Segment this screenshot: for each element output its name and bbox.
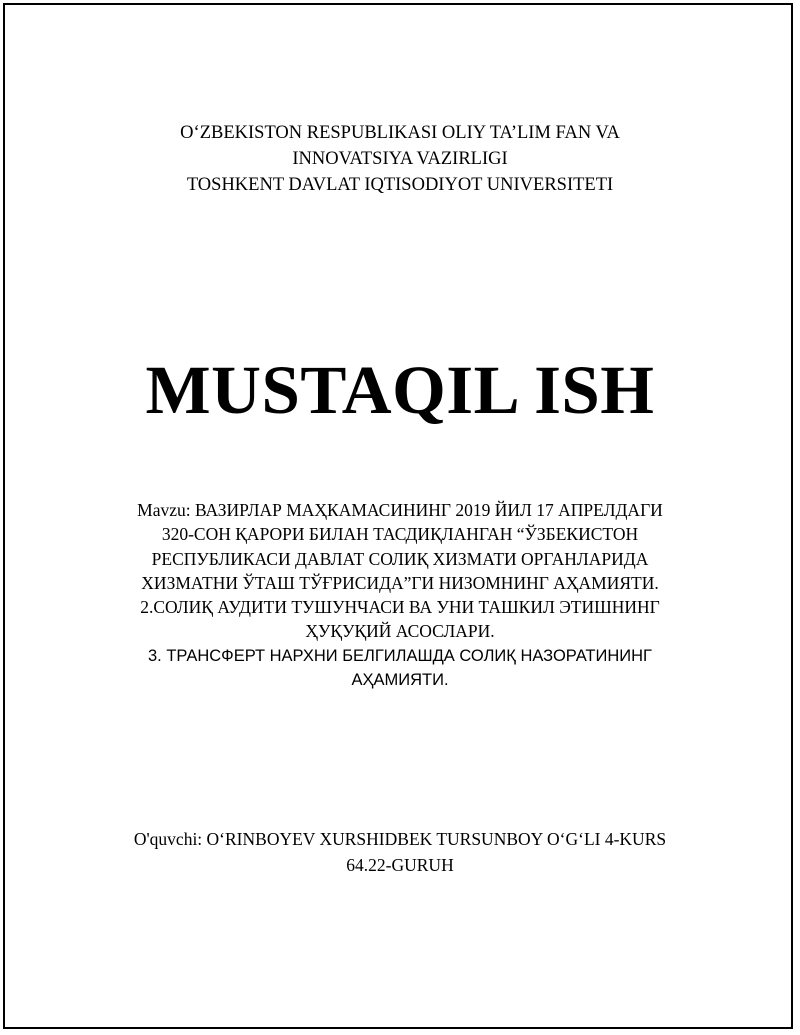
student-line-1: O'quvchi: O‘RINBOYEV XURSHIDBEK TURSUNBOY O‘G‘LI 4-KURS [133,829,667,849]
topic-line-6: ҲУҚУҚИЙ АСОСЛАРИ. [305,621,495,642]
topic-line-8: АҲАМИЯТИ. [351,671,449,690]
header-line-3: TOSHKENT DAVLAT IQTISODIYOT UNIVERSITETI [186,175,614,195]
topic-line-2: 320-СОН ҚАРОРИ БИЛАН ТАСДИҚЛАНГАН “ЎЗБЕКИСТОН [161,524,639,545]
topic-line-3: РЕСПУБЛИКАСИ ДАВЛАТ СОЛИҚ ХИЗМАТИ ОРГАНЛАРИДА [151,548,649,569]
header-line-2: INNOVATSIYA VAZIRLIGI [292,149,508,169]
topic-line-5: 2.СОЛИҚ АУДИТИ ТУШУНЧАСИ ВА УНИ ТАШКИЛ ЭТИШНИНГ [140,597,660,618]
header-line-1: O‘ZBEKISTON RESPUBLIKASI OLIY TA’LIM FAN VA [180,123,620,143]
document-title: MUSTAQIL ISH [145,352,655,428]
topic-line-7: 3. ТРАНСФЕРТ НАРХНИ БЕЛГИЛАШДА СОЛИҚ НАЗОРАТИНИНГ [148,646,652,665]
institution-header [0,120,800,198]
topic-block [0,498,800,692]
topic-line-4: ХИЗМАТНИ ЎТАШ ТЎҒРИСИДА”ГИ НИЗОМНИНГ АҲАМИЯТИ. [141,572,659,593]
student-line-2: 64.22-GURUH [346,855,454,875]
topic-line-1: Mavzu: ВАЗИРЛАР МАҲКАМАСИНИНГ 2019 ЙИЛ 17 АПРЕЛДАГИ [137,500,663,520]
student-info [0,826,800,878]
